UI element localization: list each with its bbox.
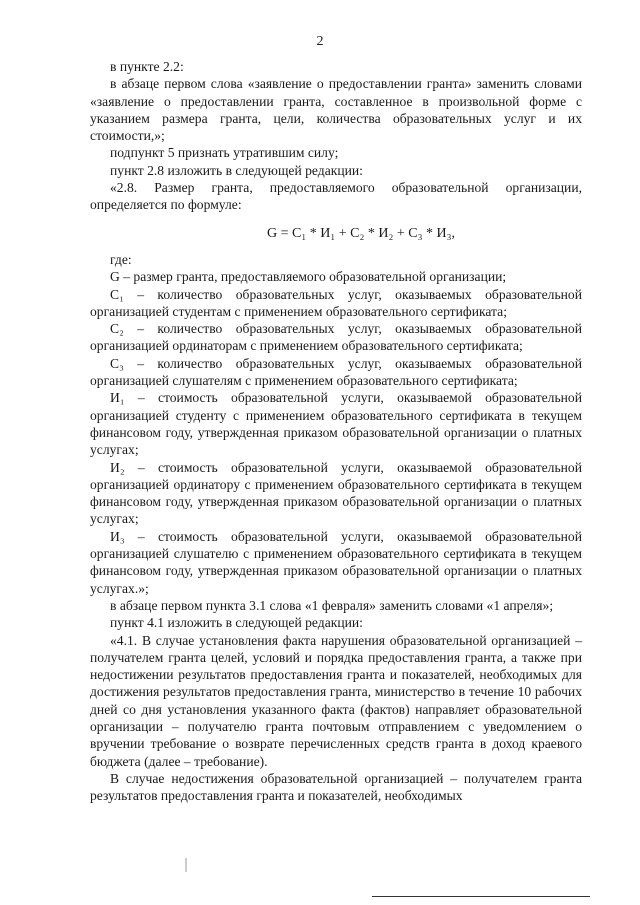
paragraph: И₂ – стоимость образовательной услуги, оказываемой образовательной организацией ординатору с применением образовательного сертификата в текущем финансовом году, утвержденная приказом образовательной организации о платных услугах;: [90, 459, 582, 527]
paragraph-group-bottom: [90, 251, 582, 805]
paragraph: И₃ – стоимость образовательной услуги, оказываемой образовательной организацией слушателю с применением образовательного сертификата в текущем финансовом году, утвержденная приказом образовательной организации о платных услугах.»;: [90, 528, 582, 596]
scan-artifact: [185, 858, 187, 872]
paragraph: В случае недостижения образовательной организацией – получателем гранта результатов предоставления гранта и показателей, необходимых: [90, 770, 582, 804]
paragraph: И₁ – стоимость образовательной услуги, оказываемой образовательной организацией студенту с применением образовательного сертификата в текущем финансовом году, утвержденная приказом образовательной организации о платных услугах;: [90, 390, 582, 458]
paragraph: С₂ – количество образовательных услуг, оказываемых образовательной организацией ординаторам с применением образовательного сертификата;: [90, 321, 582, 354]
paragraph: пункт 4.1 изложить в следующей редакции:: [110, 615, 363, 631]
paragraph: «4.1. В случае установления факта нарушения образовательной организацией – получателем гранта целей, условий и порядка предоставления гранта, а также при недостижении результатов предоставления гранта и показателей, необходимых для достижения результатов предоставления гранта, министерство в течение 10 рабочих дней со дня установления указанного факта (фактов) направляет образовательной организации – получателю гранта почтовым отправлением с уведомлением о вручении требование о возврате перечисленных средств гранта в доход краевого бюджета (далее – требование).: [90, 632, 582, 769]
paragraph: «2.8. Размер гранта, предоставляемого образовательной организации, определяется по формуле:: [90, 180, 582, 213]
paragraph: где:: [110, 251, 132, 267]
paragraph: в пункте 2.2:: [110, 59, 184, 74]
paragraph: G – размер гранта, предоставляемого образовательной организации;: [110, 269, 507, 285]
page-number: 2: [316, 34, 324, 49]
paragraph: пункт 2.8 изложить в следующей редакции:: [110, 162, 363, 178]
document-body: [90, 58, 582, 804]
paragraph-group-top: [90, 58, 582, 214]
paragraph: подпункт 5 признать утратившим силу;: [110, 145, 339, 161]
paragraph: С₁ – количество образовательных услуг, оказываемых образовательной организацией студентам с применением образовательного сертификата;: [90, 286, 582, 319]
paragraph: С₃ – количество образовательных услуг, оказываемых образовательной организацией слушателям с применением образовательного сертификата;: [90, 355, 582, 389]
grant-formula: G = С₁ * И₁ + С₂ * И₂ + С₃ * И₃,: [267, 225, 455, 241]
paragraph: в абзаце первом пункта 3.1 слова «1 февраля» заменить словами «1 апреля»;: [110, 597, 554, 613]
bottom-rule: [372, 896, 590, 897]
paragraph: в абзаце первом слова «заявление о предоставлении гранта» заменить словами «заявление о предоставлении гранта, составленное в произвольной форме с указанием размера гранта, цели, количества образовательных услуг и их стоимости,»;: [90, 76, 582, 144]
